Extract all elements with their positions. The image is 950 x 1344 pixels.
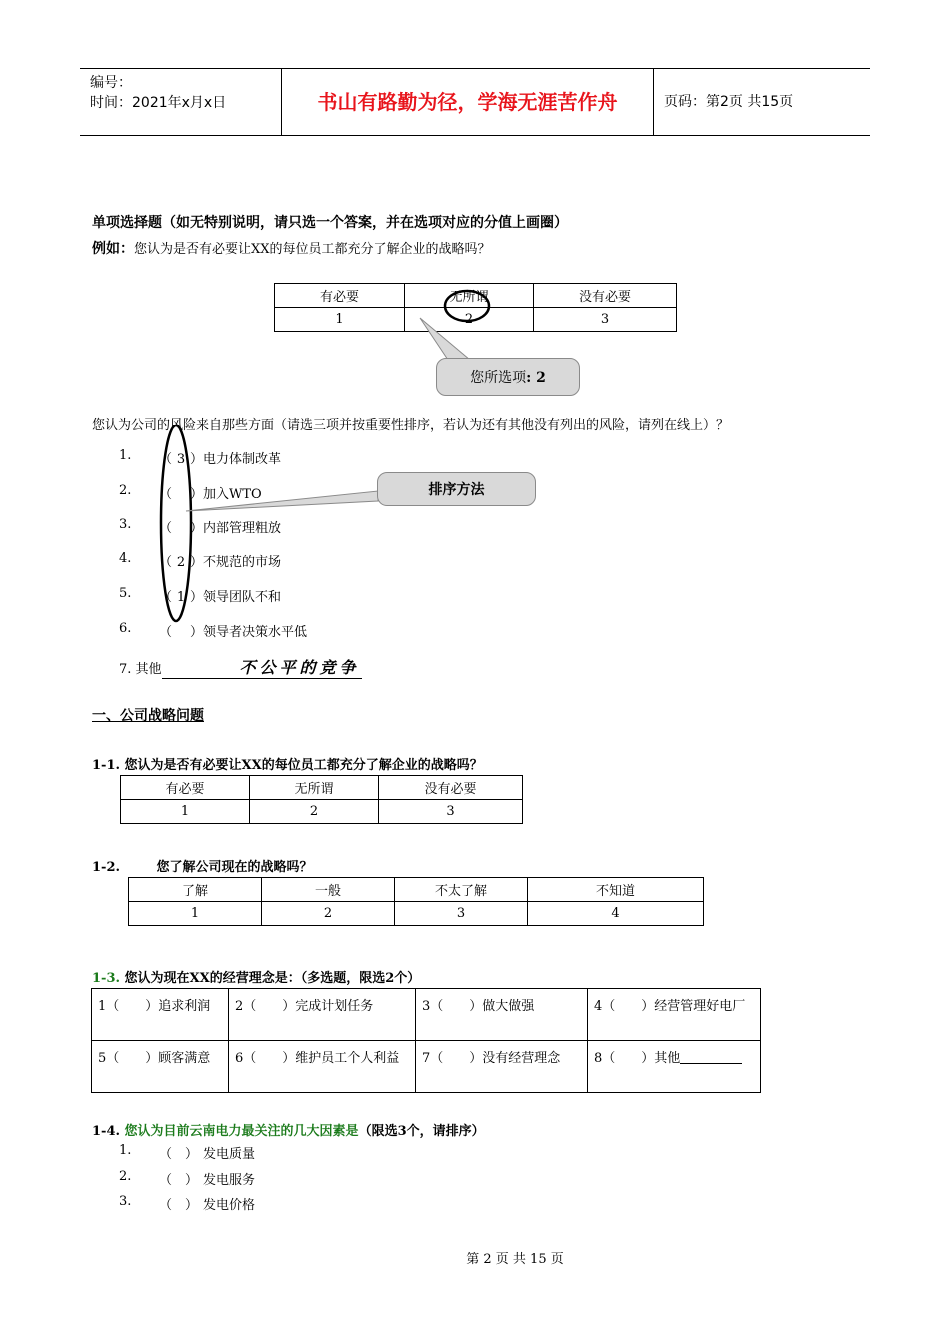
q3-option[interactable]: 7（ ）没有经营理念 xyxy=(416,1041,588,1093)
risk-other xyxy=(119,655,362,677)
q2-table xyxy=(128,877,704,926)
q1-score-cell[interactable]: 1 xyxy=(121,800,250,824)
selection-circle xyxy=(445,291,489,321)
risk-item-label: 领导团队不和 xyxy=(203,590,282,605)
q4-item-rank[interactable]: （ ） xyxy=(159,1147,199,1162)
header-page-label: 页码：第2页 共15页 xyxy=(664,94,794,110)
example-header-cell: 无所谓 xyxy=(405,284,534,308)
q2-num: 1-2. xyxy=(92,860,121,875)
example-header-cell: 没有必要 xyxy=(534,284,677,308)
risk-item-paren: （ 1 ） xyxy=(159,590,204,605)
page-footer: 第 2 页 共 15 页 xyxy=(466,1252,564,1267)
q2-header-cell: 不太了解 xyxy=(395,878,528,902)
q4-item-rank[interactable]: （ ） xyxy=(159,1173,199,1188)
risk-item-label: 加入WTO xyxy=(203,487,262,502)
q1-num: 1-1. xyxy=(92,758,121,773)
example-line xyxy=(92,238,491,258)
risk-item-rank[interactable]: 3 xyxy=(176,452,186,467)
q2-text: 您了解公司现在的战略吗？ xyxy=(156,860,313,875)
q2-score-cell[interactable]: 2 xyxy=(262,902,395,926)
q3-option[interactable]: 5（ ）顾客满意 xyxy=(92,1041,229,1093)
q3-option-other: 8（ ）其他 xyxy=(594,1051,681,1066)
risk-item-label: 领导者决策水平低 xyxy=(203,625,308,640)
callout-value: : 2 xyxy=(526,370,546,386)
q1-score-cell[interactable]: 2 xyxy=(250,800,379,824)
q4-line xyxy=(92,1120,485,1139)
risk-question: 您认为公司的风险来自那些方面（请选三项并按重要性排序，若认为还有其他没有列出的风险，请列在线上）？ xyxy=(92,418,730,433)
header-meta xyxy=(80,69,281,135)
example-score-cell: 3 xyxy=(534,308,677,332)
callout-text: 您所选项 xyxy=(470,370,527,386)
q4-item xyxy=(119,1143,419,1165)
risk-item-paren: （ ） xyxy=(159,625,204,640)
q1-header-cell: 无所谓 xyxy=(250,776,379,800)
risk-item-rank[interactable]: 2 xyxy=(176,555,186,570)
page-header xyxy=(80,68,870,136)
q2-line xyxy=(92,856,313,875)
q4-item-num: 1. xyxy=(119,1143,132,1158)
q4-item-label: 发电服务 xyxy=(203,1173,256,1188)
q3-num: 1-3. xyxy=(92,971,121,986)
q1-header-cell: 有必要 xyxy=(121,776,250,800)
risk-other-label: 7. 其他 xyxy=(119,662,162,677)
q3-option[interactable]: 2（ ）完成计划任务 xyxy=(229,989,416,1041)
callout-pointer xyxy=(186,491,378,511)
risk-item-paren: （ ） xyxy=(159,521,204,536)
risk-item-paren: （ 2 ） xyxy=(159,555,204,570)
number-label: 编号： xyxy=(90,75,132,91)
time-label: 时间：2021年x月x日 xyxy=(90,95,227,111)
rank-ellipse xyxy=(161,425,191,621)
q3-other-input[interactable] xyxy=(680,1048,742,1064)
instructions-title: 单项选择题（如无特别说明，请只选一个答案，并在选项对应的分值上画圈） xyxy=(92,215,568,231)
risk-item-rank[interactable]: 1 xyxy=(176,590,186,605)
q3-line xyxy=(92,967,420,986)
callout-pointer xyxy=(420,318,470,360)
risk-item-label: 内部管理粗放 xyxy=(203,521,282,536)
q2-header-cell: 不知道 xyxy=(528,878,704,902)
selection-callout xyxy=(436,358,580,396)
q2-score-cell[interactable]: 4 xyxy=(528,902,704,926)
q4-item-rank[interactable]: （ ） xyxy=(159,1198,199,1213)
q3-option[interactable]: 1（ ）追求利润 xyxy=(92,989,229,1041)
q3-option[interactable]: 6（ ）维护员工个人利益 xyxy=(229,1041,416,1093)
risk-item-num: 5. xyxy=(119,586,132,601)
header-motto: 书山有路勤为径，学海无涯苦作舟 xyxy=(281,69,654,135)
q4-item xyxy=(119,1194,419,1216)
q1-header-cell: 没有必要 xyxy=(379,776,523,800)
risk-item-paren: （ 3 ） xyxy=(159,452,204,467)
example-score-cell: 1 xyxy=(275,308,405,332)
example-label: 例如： xyxy=(92,241,134,257)
ranking-callout: 排序方法 xyxy=(377,472,536,506)
risk-item-label: 不规范的市场 xyxy=(203,555,282,570)
section-title: 一、公司战略问题 xyxy=(92,708,204,724)
risk-item-num: 1. xyxy=(119,448,132,463)
risk-item-paren: （ ） xyxy=(159,487,204,502)
q1-table xyxy=(120,775,523,824)
q3-option[interactable]: 3（ ）做大做强 xyxy=(416,989,588,1041)
q4-item-num: 2. xyxy=(119,1169,132,1184)
q4-text: 您认为目前云南电力最关注的几大因素是 xyxy=(124,1124,359,1139)
q1-text: 您认为是否有必要让XX的每位员工都充分了解企业的战略吗？ xyxy=(124,758,483,773)
q1-score-cell[interactable]: 3 xyxy=(379,800,523,824)
q2-score-cell[interactable]: 1 xyxy=(129,902,262,926)
q3-text: 您认为现在XX的经营理念是：（多选题，限选2个） xyxy=(124,971,421,986)
q4-num: 1-4. xyxy=(92,1124,121,1139)
q4-item-num: 3. xyxy=(119,1194,132,1209)
rank-annotation xyxy=(150,425,550,655)
q4-item-label: 发电质量 xyxy=(203,1147,256,1162)
example-score-cell: 2 xyxy=(405,308,534,332)
q3-option[interactable]: 4（ ）经营管理好电厂 xyxy=(588,989,761,1041)
risk-other-input[interactable]: 不公平的竞争 xyxy=(162,655,362,679)
q2-header-cell: 一般 xyxy=(262,878,395,902)
q4-item-label: 发电价格 xyxy=(203,1198,256,1213)
q4-item xyxy=(119,1169,419,1191)
q1-line xyxy=(92,754,483,773)
risk-item-label: 电力体制改革 xyxy=(203,452,282,467)
example-header-cell: 有必要 xyxy=(275,284,405,308)
q3-options-table xyxy=(91,988,761,1093)
q2-header-cell: 了解 xyxy=(129,878,262,902)
risk-item-num: 2. xyxy=(119,483,132,498)
risk-item-num: 4. xyxy=(119,551,132,566)
q3-option[interactable] xyxy=(588,1041,761,1093)
q4-suffix: （限选3个，请排序） xyxy=(358,1124,485,1139)
example-question: 您认为是否有必要让XX的每位员工都充分了解企业的战略吗？ xyxy=(134,242,491,257)
risk-item-num: 6. xyxy=(119,621,132,636)
q2-score-cell[interactable]: 3 xyxy=(395,902,528,926)
risk-item-num: 3. xyxy=(119,517,132,532)
